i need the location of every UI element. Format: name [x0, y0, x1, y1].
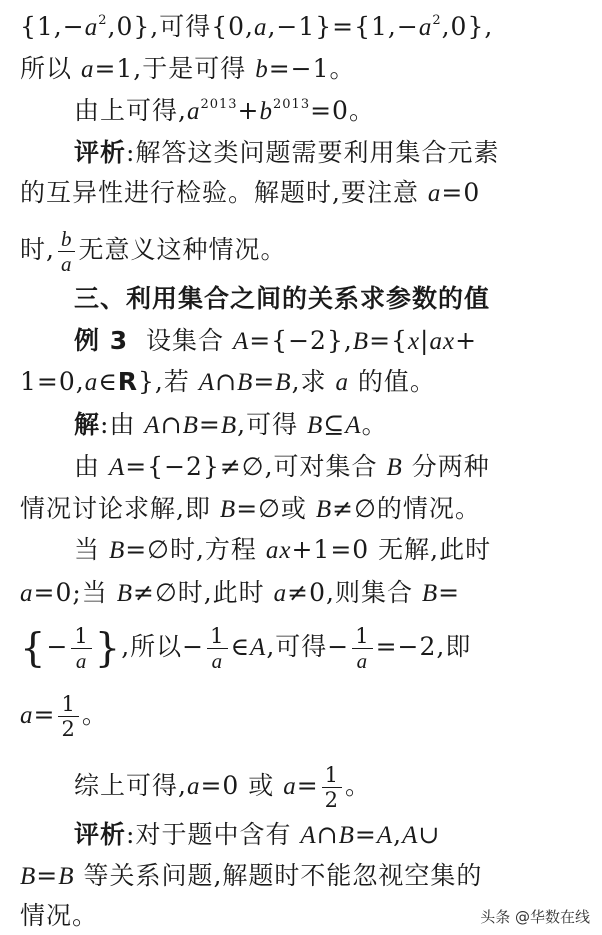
fraction-1-over-2: $\frac{1}{2}$: [58, 692, 78, 741]
example-line-1: 例 3 设集合 A={−2},B={x|ax+: [74, 326, 478, 355]
solution-line-4: 当 B=∅时,方程 ax+1=0 无解,此时: [74, 535, 492, 564]
watermark-label: 头条 @华数在线: [480, 908, 590, 926]
analysis-line-3: 时, $\frac{b}{a}$ 无意义这种情况。: [20, 227, 287, 276]
fraction-1-over-a: $\frac{1}{a}$: [207, 624, 227, 673]
solution-line-2: 由 A={−2}≠∅,可对集合 B 分两种: [74, 452, 490, 481]
fraction-b-over-a: $\frac{b}{a}$: [58, 227, 76, 276]
solution-line-1: 解:由 A∩B=B,可得 B⊆A。: [74, 410, 388, 439]
solution-line-6: {− $\frac{1}{a}$ },所以− $\frac{1}{a}$ ∈A,可得− $\frac{1}{a}$ =−2,即: [20, 624, 472, 673]
fraction-1-over-a: $\frac{1}{a}$: [352, 624, 372, 673]
solution-line-7: a= $\frac{1}{2}$ 。: [20, 692, 108, 741]
analysis-line-2: 的互异性进行检验。解题时,要注意 a=0: [20, 178, 481, 207]
analysis2-line-1: 评析:对于题中含有 A∩B=A,A∪: [74, 820, 441, 849]
fraction-1-over-2: $\frac{1}{2}$: [322, 763, 342, 812]
solution-line-5: a=0;当 B≠∅时,此时 a≠0,则集合 B=: [20, 578, 461, 607]
analysis-line-1: 评析:解答这类问题需要利用集合元素: [74, 138, 500, 167]
conclusion-line: 综上可得,a=0 或 a= $\frac{1}{2}$ 。: [74, 763, 372, 812]
analysis2-line-2: B=B 等关系问题,解题时不能忽视空集的: [20, 861, 483, 890]
analysis2-line-3: 情况。: [20, 901, 99, 930]
text-line-1: $\{1,-a^2,0\}$,可得$\{0,a,-1\}=\{1,-a^2,0\}$,: [20, 12, 494, 41]
section-heading: 三、利用集合之间的关系求参数的值: [74, 284, 491, 313]
example-line-2: 1=0,a∈R},若 A∩B=B,求 a 的值。: [20, 367, 436, 396]
fraction-1-over-a: $\frac{1}{a}$: [71, 624, 91, 673]
solution-line-3: 情况讨论求解,即 B=∅或 B≠∅的情况。: [20, 494, 481, 523]
text-line-3: 由上可得$,a^{2013}+b^{2013}=0$。: [74, 96, 375, 125]
text-line-2: 所以 a=1,于是可得 b=−1。: [20, 54, 356, 83]
